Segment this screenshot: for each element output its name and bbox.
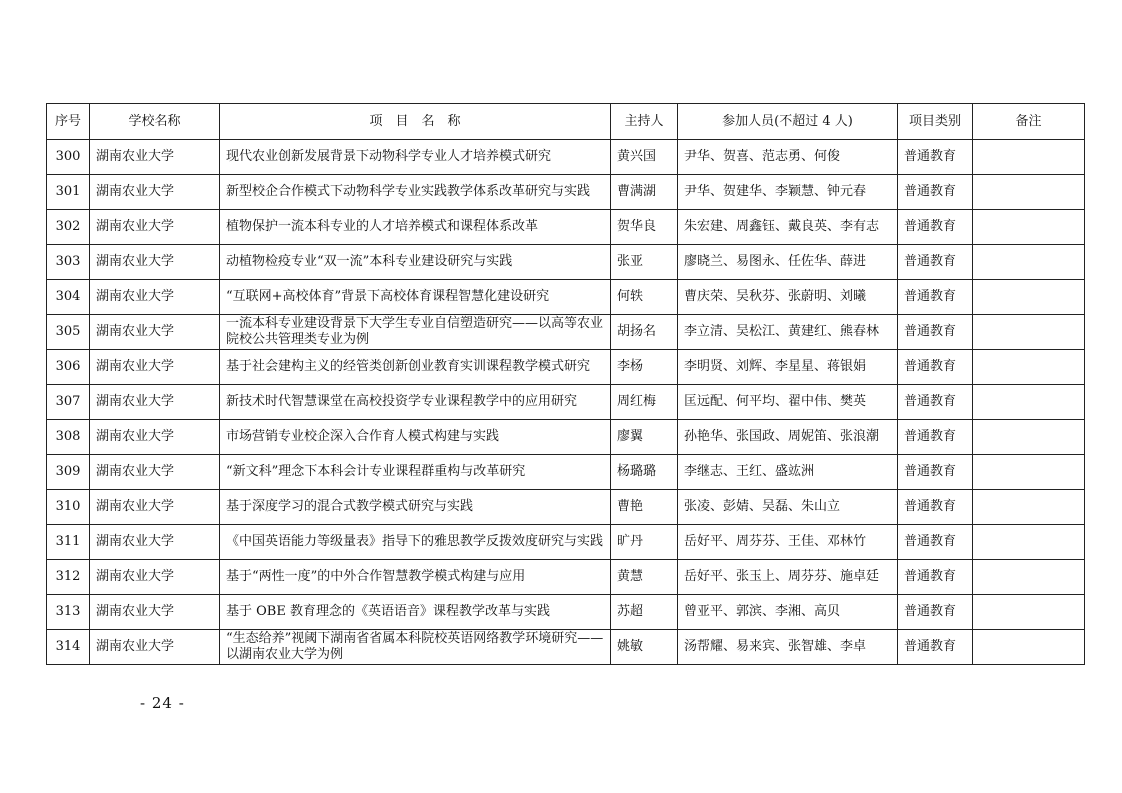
cell-school: 湖南农业大学	[90, 525, 220, 560]
header-school: 学校名称	[90, 104, 220, 140]
cell-category: 普通教育	[898, 595, 973, 630]
cell-members: 孙艳华、张国政、周妮笛、张浪潮	[678, 420, 898, 455]
table-row	[47, 595, 1085, 630]
cell-category: 普通教育	[898, 315, 973, 350]
cell-school: 湖南农业大学	[90, 560, 220, 595]
cell-project: 植物保护一流本科专业的人才培养模式和课程体系改革	[220, 210, 611, 245]
cell-project: 《中国英语能力等级量表》指导下的雅思教学反拨效度研究与实践	[220, 525, 611, 560]
table-row	[47, 525, 1085, 560]
cell-project: “生态给养”视阈下湖南省省属本科院校英语网络教学环境研究——以湖南农业大学为例	[220, 630, 611, 665]
table-row	[47, 280, 1085, 315]
cell-project: 新型校企合作模式下动物科学专业实践教学体系改革研究与实践	[220, 175, 611, 210]
cell-project: 基于社会建构主义的经管类创新创业教育实训课程教学模式研究	[220, 350, 611, 385]
header-members: 参加人员(不超过 4 人)	[678, 104, 898, 140]
cell-school: 湖南农业大学	[90, 315, 220, 350]
cell-no: 310	[47, 490, 90, 525]
table-row	[47, 385, 1085, 420]
cell-remark	[973, 245, 1085, 280]
cell-project: 现代农业创新发展背景下动物科学专业人才培养模式研究	[220, 140, 611, 175]
cell-remark	[973, 560, 1085, 595]
cell-leader: 姚敏	[611, 630, 678, 665]
cell-no: 304	[47, 280, 90, 315]
cell-remark	[973, 595, 1085, 630]
header-remark: 备注	[973, 104, 1085, 140]
cell-project: 基于 OBE 教育理念的《英语语音》课程教学改革与实践	[220, 595, 611, 630]
cell-leader: 杨璐璐	[611, 455, 678, 490]
cell-category: 普通教育	[898, 385, 973, 420]
cell-members: 岳好平、张玉上、周芬芬、施卓廷	[678, 560, 898, 595]
cell-no: 303	[47, 245, 90, 280]
table-row	[47, 210, 1085, 245]
cell-no: 314	[47, 630, 90, 665]
cell-category: 普通教育	[898, 175, 973, 210]
cell-leader: 张亚	[611, 245, 678, 280]
cell-category: 普通教育	[898, 490, 973, 525]
cell-members: 李继志、王红、盛竑洲	[678, 455, 898, 490]
table-row	[47, 560, 1085, 595]
cell-no: 306	[47, 350, 90, 385]
table-row	[47, 420, 1085, 455]
cell-remark	[973, 140, 1085, 175]
cell-category: 普通教育	[898, 350, 973, 385]
header-no: 序号	[47, 104, 90, 140]
cell-leader: 周红梅	[611, 385, 678, 420]
cell-remark	[973, 455, 1085, 490]
cell-category: 普通教育	[898, 245, 973, 280]
cell-remark	[973, 210, 1085, 245]
cell-category: 普通教育	[898, 210, 973, 245]
cell-school: 湖南农业大学	[90, 140, 220, 175]
table-row	[47, 175, 1085, 210]
table-row	[47, 350, 1085, 385]
cell-school: 湖南农业大学	[90, 630, 220, 665]
cell-leader: 黄慧	[611, 560, 678, 595]
table-row	[47, 455, 1085, 490]
table-row	[47, 315, 1085, 350]
cell-project: 基于“两性一度”的中外合作智慧教学模式构建与应用	[220, 560, 611, 595]
cell-remark	[973, 175, 1085, 210]
header-project: 项 目 名 称	[220, 104, 611, 140]
cell-category: 普通教育	[898, 560, 973, 595]
cell-category: 普通教育	[898, 280, 973, 315]
cell-members: 岳好平、周芬芬、王佳、邓林竹	[678, 525, 898, 560]
cell-leader: 胡扬名	[611, 315, 678, 350]
cell-members: 曾亚平、郭滨、李湘、高贝	[678, 595, 898, 630]
cell-leader: 旷丹	[611, 525, 678, 560]
cell-remark	[973, 350, 1085, 385]
table-row	[47, 490, 1085, 525]
page-number: - 24 -	[140, 694, 185, 712]
cell-members: 张凌、彭婧、吴磊、朱山立	[678, 490, 898, 525]
cell-remark	[973, 525, 1085, 560]
cell-remark	[973, 420, 1085, 455]
cell-category: 普通教育	[898, 420, 973, 455]
cell-school: 湖南农业大学	[90, 280, 220, 315]
cell-leader: 廖翼	[611, 420, 678, 455]
cell-project: 基于深度学习的混合式教学模式研究与实践	[220, 490, 611, 525]
cell-no: 311	[47, 525, 90, 560]
cell-leader: 曹满湖	[611, 175, 678, 210]
cell-members: 曹庆荣、吴秋芬、张蔚明、刘曦	[678, 280, 898, 315]
table-body	[47, 140, 1085, 665]
cell-category: 普通教育	[898, 140, 973, 175]
cell-members: 汤帮耀、易来宾、张智雄、李卓	[678, 630, 898, 665]
cell-leader: 何轶	[611, 280, 678, 315]
cell-school: 湖南农业大学	[90, 455, 220, 490]
cell-no: 301	[47, 175, 90, 210]
cell-remark	[973, 315, 1085, 350]
cell-no: 305	[47, 315, 90, 350]
cell-members: 匡远配、何平均、翟中伟、樊英	[678, 385, 898, 420]
cell-members: 尹华、贺建华、李颖慧、钟元春	[678, 175, 898, 210]
header-row	[47, 104, 1085, 140]
cell-remark	[973, 630, 1085, 665]
cell-school: 湖南农业大学	[90, 175, 220, 210]
cell-leader: 黄兴国	[611, 140, 678, 175]
cell-no: 300	[47, 140, 90, 175]
table-row	[47, 140, 1085, 175]
cell-project: 新技术时代智慧课堂在高校投资学专业课程教学中的应用研究	[220, 385, 611, 420]
project-table	[46, 103, 1085, 665]
cell-no: 308	[47, 420, 90, 455]
cell-school: 湖南农业大学	[90, 490, 220, 525]
cell-no: 312	[47, 560, 90, 595]
cell-leader: 曹艳	[611, 490, 678, 525]
cell-leader: 苏超	[611, 595, 678, 630]
cell-members: 李明贤、刘辉、李星星、蒋银娟	[678, 350, 898, 385]
cell-remark	[973, 280, 1085, 315]
cell-school: 湖南农业大学	[90, 595, 220, 630]
cell-project: 动植物检疫专业“双一流”本科专业建设研究与实践	[220, 245, 611, 280]
cell-leader: 贺华良	[611, 210, 678, 245]
cell-remark	[973, 385, 1085, 420]
cell-school: 湖南农业大学	[90, 385, 220, 420]
cell-members: 廖晓兰、易图永、任佐华、薛进	[678, 245, 898, 280]
cell-no: 313	[47, 595, 90, 630]
cell-project: 市场营销专业校企深入合作育人模式构建与实践	[220, 420, 611, 455]
cell-remark	[973, 490, 1085, 525]
cell-no: 309	[47, 455, 90, 490]
cell-school: 湖南农业大学	[90, 350, 220, 385]
cell-category: 普通教育	[898, 525, 973, 560]
cell-members: 尹华、贺喜、范志勇、何俊	[678, 140, 898, 175]
cell-school: 湖南农业大学	[90, 210, 220, 245]
cell-category: 普通教育	[898, 630, 973, 665]
table-row	[47, 245, 1085, 280]
header-leader: 主持人	[611, 104, 678, 140]
cell-no: 302	[47, 210, 90, 245]
cell-project: “互联网+高校体育”背景下高校体育课程智慧化建设研究	[220, 280, 611, 315]
table-row	[47, 630, 1085, 665]
header-category: 项目类别	[898, 104, 973, 140]
cell-school: 湖南农业大学	[90, 245, 220, 280]
cell-no: 307	[47, 385, 90, 420]
cell-project: 一流本科专业建设背景下大学生专业自信塑造研究——以高等农业院校公共管理类专业为例	[220, 315, 611, 350]
cell-category: 普通教育	[898, 455, 973, 490]
cell-members: 朱宏建、周鑫钰、戴良英、李有志	[678, 210, 898, 245]
cell-project: “新文科”理念下本科会计专业课程群重构与改革研究	[220, 455, 611, 490]
cell-school: 湖南农业大学	[90, 420, 220, 455]
cell-leader: 李杨	[611, 350, 678, 385]
cell-members: 李立清、吴松江、黄建红、熊春林	[678, 315, 898, 350]
